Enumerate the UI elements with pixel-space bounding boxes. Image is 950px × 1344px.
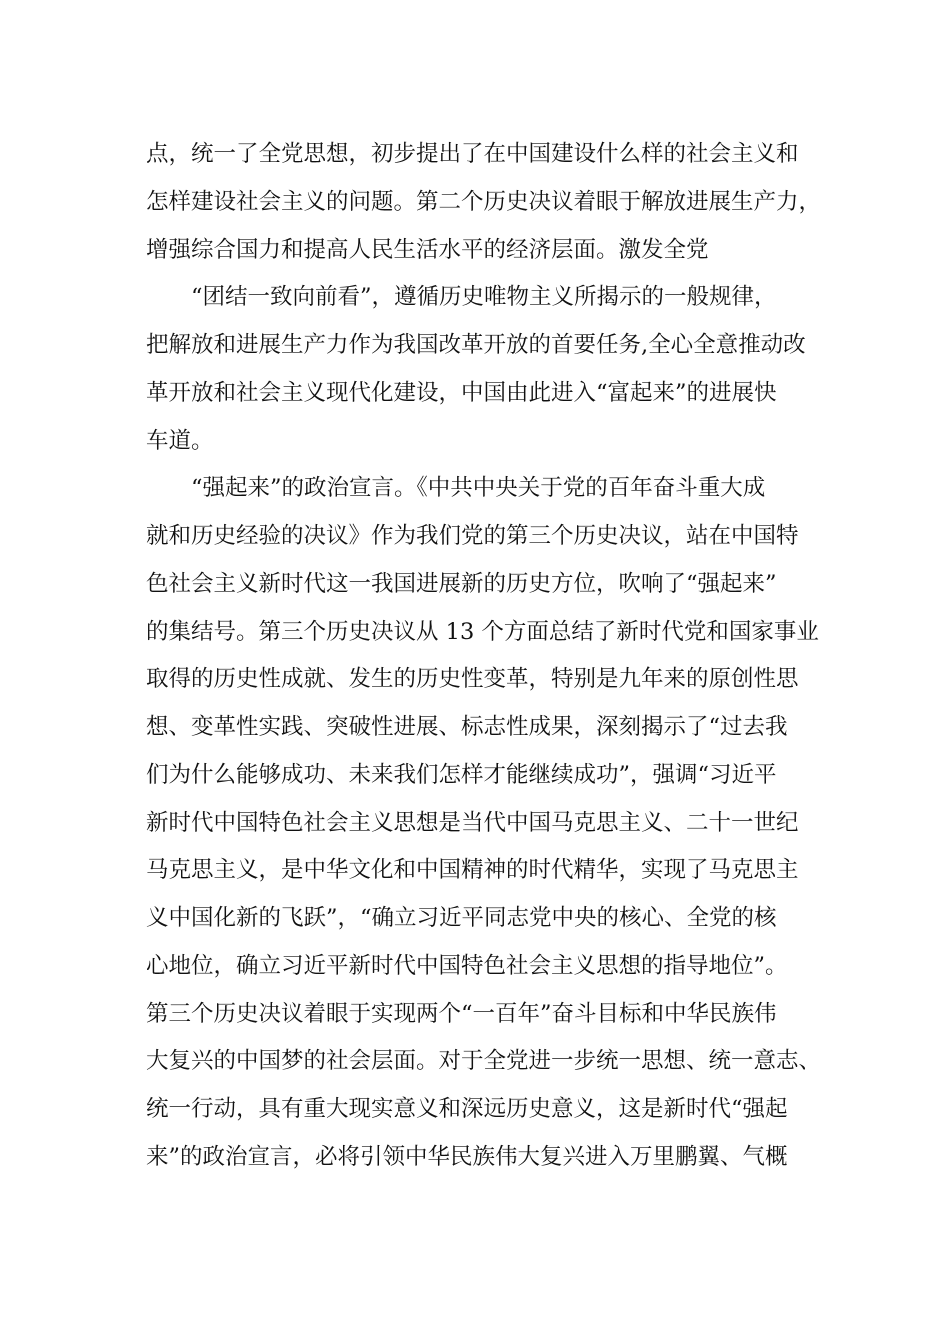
text-line: 取得的历史性成就、发生的历史性变革，特别是九年来的原创性思: [146, 666, 799, 693]
text-line: 心地位，确立习近平新时代中国特色社会主义思想的指导地位”。: [146, 952, 788, 979]
text-line: 革开放和社会主义现代化建设，中国由此进入“富起来”的进展快: [146, 379, 777, 406]
text-line: 第三个历史决议着眼于实现两个“一百年”奋斗目标和中华民族伟: [146, 1000, 777, 1027]
document-body: [146, 131, 826, 1182]
text-line: 车道。: [146, 427, 214, 454]
text-line: 来”的政治宣言，必将引领中华民族伟大复兴进入万里鹏翼、气概: [146, 1143, 788, 1170]
text-line: 想、变革性实践、突破性进展、标志性成果，深刻揭示了“过去我: [146, 714, 788, 740]
text-line: “团结一致向前看”，遵循历史唯物主义所揭示的一般规律，: [191, 284, 777, 311]
text-line: 大复兴的中国梦的社会层面。对于全党进一步统一思想、统一意志、: [146, 1048, 822, 1075]
text-line: 色社会主义新时代这一我国进展新的历史方位，吹响了“强起来”: [146, 570, 777, 597]
text-line: 把解放和进展生产力作为我国改革开放的首要任务,全心全意推动改: [146, 332, 806, 358]
text-line: 怎样建设社会主义的问题。第二个历史决议着眼于解放进展生产力，: [146, 188, 822, 215]
text-line: 点，统一了全党思想，初步提出了在中国建设什么样的社会主义和: [146, 141, 799, 167]
text-line: 的集结号。第三个历史决议从 13 个方面总结了新时代党和国家事业: [146, 618, 819, 645]
text-line: 们为什么能够成功、未来我们怎样才能继续成功”，强调“习近平: [146, 761, 777, 788]
text-line: 统一行动，具有重大现实意义和深远历史意义，这是新时代“强起: [146, 1096, 788, 1122]
text-line: 新时代中国特色社会主义思想是当代中国马克思主义、二十一世纪: [146, 809, 799, 836]
text-line: 就和历史经验的决议》作为我们党的第三个历史决议，站在中国特: [146, 523, 799, 549]
text-line: “强起来”的政治宣言。《中共中央关于党的百年奋斗重大成: [191, 475, 766, 502]
text-line: 义中国化新的飞跃”，“确立习近平同志党中央的核心、全党的核: [146, 905, 777, 931]
text-line: 增强综合国力和提高人民生活水平的经济层面。激发全党: [146, 236, 709, 263]
text-line: 马克思主义，是中华文化和中国精神的时代精华，实现了马克思主: [146, 857, 799, 884]
